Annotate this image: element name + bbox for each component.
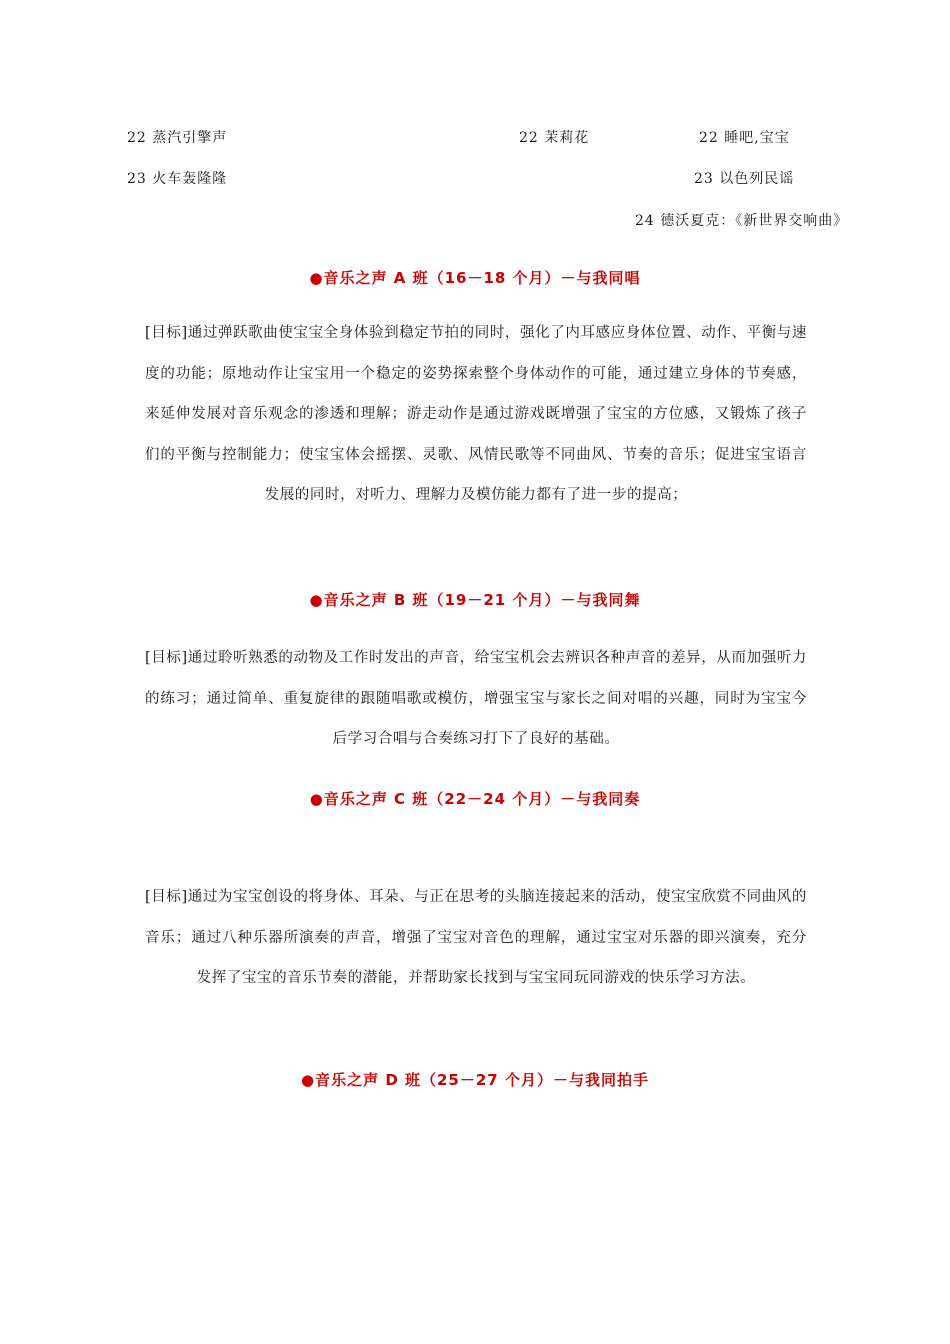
section-heading-d: ●音乐之声 D 班（25－27 个月）－与我同拍手	[301, 1071, 649, 1089]
track-item: 22 茉莉花	[519, 130, 590, 146]
section-heading-b: ●音乐之声 B 班（19－21 个月）－与我同舞	[309, 591, 641, 609]
track-item: 22 睡吧,宝宝	[699, 130, 790, 146]
section-goal-c: [目标]通过为宝宝创设的将身体、耳朵、与正在思考的头脑连接起来的活动，使宝宝欣赏不同曲风的音乐；通过八种乐器所演奏的声音，增强了宝宝对音色的理解，通过宝宝对乐器的即兴演奏，充分发挥了宝宝的音乐节奏的潜能，并帮助家长找到与宝宝同玩同游戏的快乐学习方法。	[145, 889, 807, 986]
section-goal-a: [目标]通过弹跃歌曲使宝宝全身体验到稳定节拍的同时，强化了内耳感应身体位置、动作、平衡与速度的功能；原地动作让宝宝用一个稳定的姿势探索整个身体动作的可能，通过建立身体的节奏感，来延伸发展对音乐观念的渗透和理解；游走动作是通过游戏既增强了宝宝的方位感，又锻炼了孩子们的平衡与控制能力；使宝宝体会摇摆、灵歌、风情民歌等不同曲风、节奏的音乐；促进宝宝语言发展的同时，对听力、理解力及模仿能力都有了进一步的提高；	[145, 325, 807, 503]
track-item: 23 以色列民谣	[694, 171, 795, 187]
section-heading-a: ●音乐之声 A 班（16－18 个月）－与我同唱	[309, 269, 641, 287]
section-heading-c: ●音乐之声 C 班（22－24 个月）－与我同奏	[309, 790, 641, 808]
track-item: 22 蒸汽引擎声	[127, 130, 228, 146]
track-item: 24 德沃夏克：《新世界交响曲》	[635, 213, 849, 229]
section-goal-b: [目标]通过聆听熟悉的动物及工作时发出的声音，给宝宝机会去辨识各种声音的差异，从而加强听力的练习；通过简单、重复旋律的跟随唱歌或模仿，增强宝宝与家长之间对唱的兴趣，同时为宝宝今后学习合唱与合奏练习打下了良好的基础。	[145, 650, 807, 747]
track-item: 23 火车轰隆隆	[127, 171, 228, 187]
